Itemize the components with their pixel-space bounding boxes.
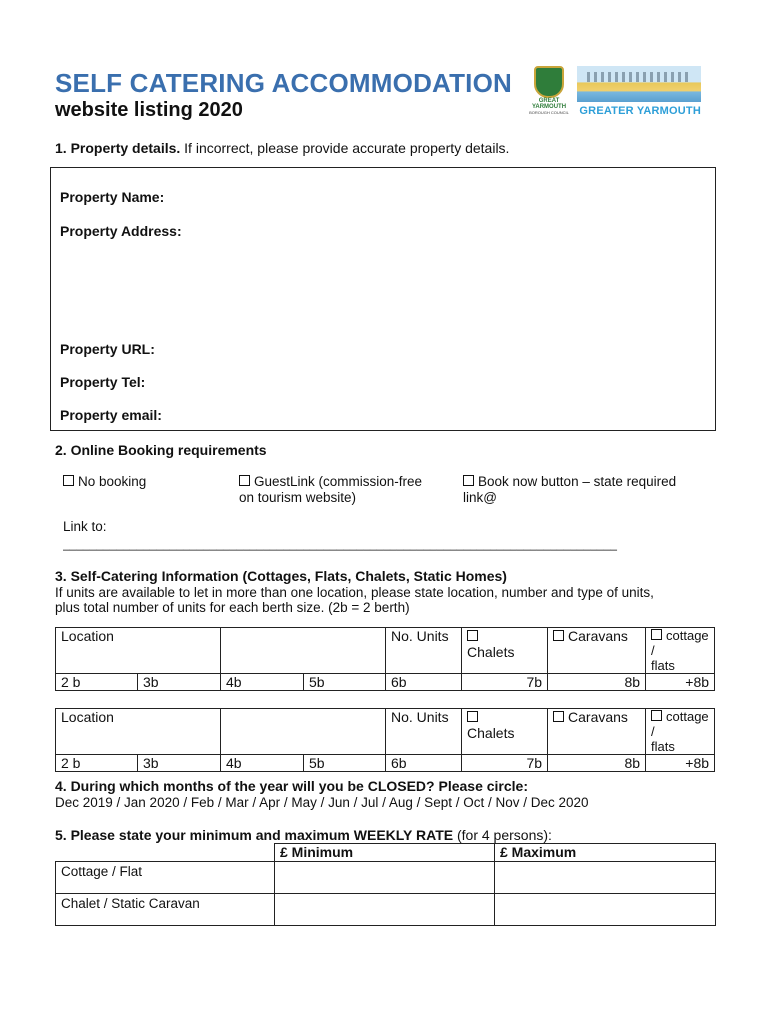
logo2-text: GREATER YARMOUTH	[579, 105, 701, 117]
option-guestlink-line2: on tourism website)	[239, 490, 357, 505]
berth-6b-cell[interactable]: 6b	[386, 674, 462, 691]
berth-7b-cell[interactable]: 7b	[462, 755, 548, 772]
checkbox-icon[interactable]	[651, 629, 662, 640]
section1-heading-rest: If incorrect, please provide accurate property details.	[180, 140, 510, 156]
section5-heading-bold: 5. Please state your minimum and maximum WEEKLY RATE	[55, 827, 454, 843]
section3-description	[55, 585, 654, 615]
berth-2b-cell[interactable]: 2 b	[56, 755, 138, 772]
page-subtitle: website listing 2020	[55, 99, 243, 121]
greater-yarmouth-logo	[577, 66, 701, 120]
rates-input-min[interactable]	[275, 894, 495, 926]
link-to-field[interactable]: ___________________________________________________________________________________	[63, 537, 617, 551]
units-table-1	[55, 627, 715, 691]
berth-7b-cell[interactable]: 7b	[462, 674, 548, 691]
closed-months-list[interactable]: Dec 2019 / Jan 2020 / Feb / Mar / Apr / May / Jun / Jul / Aug / Sept / Oct / Nov / Dec 2020	[55, 795, 589, 810]
section1-heading	[55, 140, 509, 156]
rates-row-label: Cottage / Flat	[56, 862, 275, 894]
option-no-booking[interactable]	[63, 474, 146, 489]
property-name-label: Property Name:	[60, 189, 165, 205]
option-book-now[interactable]	[463, 474, 676, 506]
berth-8plus-cell[interactable]: +8b	[646, 755, 715, 772]
option-guestlink[interactable]	[239, 474, 422, 506]
logo1-line2: YARMOUTH	[531, 104, 567, 110]
location-input[interactable]	[221, 709, 386, 755]
link-to-label: Link to:	[63, 519, 107, 534]
caravans-option[interactable]: Caravans	[548, 709, 646, 755]
checkbox-icon[interactable]	[63, 475, 74, 486]
rates-input-max[interactable]	[495, 894, 716, 926]
checkbox-icon[interactable]	[553, 711, 564, 722]
berth-2b-cell[interactable]: 2 b	[56, 674, 138, 691]
no-units-header: No. Units	[386, 709, 462, 755]
section3-heading: 3. Self-Catering Information (Cottages, Flats, Chalets, Static Homes)	[55, 568, 507, 584]
rates-input-min[interactable]	[275, 862, 495, 894]
units-table-2	[55, 708, 715, 772]
rates-row-label: Chalet / Static Caravan	[56, 894, 275, 926]
chalets-option[interactable]: Chalets	[462, 709, 548, 755]
berth-6b-cell[interactable]: 6b	[386, 755, 462, 772]
rates-empty-header	[56, 844, 275, 862]
berth-4b-cell[interactable]: 4b	[221, 755, 304, 772]
option-no-booking-label: No booking	[78, 474, 147, 489]
rates-min-header: £ Minimum	[275, 844, 495, 862]
caravans-option[interactable]: Caravans	[548, 628, 646, 674]
section4-heading: 4. During which months of the year will you be CLOSED? Please circle:	[55, 778, 528, 794]
checkbox-icon[interactable]	[467, 711, 478, 722]
no-units-header: No. Units	[386, 628, 462, 674]
great-yarmouth-council-logo	[528, 66, 570, 118]
section5-heading	[55, 827, 552, 843]
berth-8plus-cell[interactable]: +8b	[646, 674, 715, 691]
rates-max-header: £ Maximum	[495, 844, 716, 862]
weekly-rates-table	[55, 843, 716, 926]
section3-desc-line1: If units are available to let in more than one location, please state location, number and type of units,	[55, 585, 654, 600]
location-header: Location	[56, 628, 221, 674]
property-tel-label: Property Tel:	[60, 374, 146, 390]
option-book-now-line2: link@	[463, 490, 497, 505]
checkbox-icon[interactable]	[467, 630, 478, 641]
section3-desc-line2: plus total number of units for each berth size. (2b = 2 berth)	[55, 600, 410, 615]
chalets-option[interactable]: Chalets	[462, 628, 548, 674]
crest-icon	[534, 66, 564, 98]
logo1-line3: BOROUGH COUNCIL	[529, 110, 569, 115]
checkbox-icon[interactable]	[651, 710, 662, 721]
berth-5b-cell[interactable]: 5b	[304, 674, 386, 691]
checkbox-icon[interactable]	[553, 630, 564, 641]
beach-image-icon	[577, 66, 701, 102]
berth-4b-cell[interactable]: 4b	[221, 674, 304, 691]
section1-heading-bold: 1. Property details.	[55, 140, 181, 156]
checkbox-icon[interactable]	[463, 475, 474, 486]
property-url-label: Property URL:	[60, 341, 155, 357]
property-email-label: Property email:	[60, 407, 162, 423]
cottage-option[interactable]: cottage / flats	[646, 709, 715, 755]
section5-heading-rest: (for 4 persons):	[453, 827, 552, 843]
cottage-option[interactable]: cottage / flats	[646, 628, 715, 674]
rates-input-max[interactable]	[495, 862, 716, 894]
berth-8b-cell[interactable]: 8b	[548, 755, 646, 772]
location-input[interactable]	[221, 628, 386, 674]
location-header: Location	[56, 709, 221, 755]
berth-3b-cell[interactable]: 3b	[138, 674, 221, 691]
berth-8b-cell[interactable]: 8b	[548, 674, 646, 691]
property-details-box[interactable]	[50, 167, 716, 431]
option-guestlink-line1: GuestLink (commission-free	[254, 474, 423, 489]
option-book-now-line1: Book now button – state required	[478, 474, 677, 489]
page-title: SELF CATERING ACCOMMODATION	[55, 68, 512, 98]
section2-heading: 2. Online Booking requirements	[55, 442, 267, 458]
checkbox-icon[interactable]	[239, 475, 250, 486]
logo1-line1: GREAT	[538, 98, 560, 104]
property-address-label: Property Address:	[60, 223, 182, 239]
berth-3b-cell[interactable]: 3b	[138, 755, 221, 772]
berth-5b-cell[interactable]: 5b	[304, 755, 386, 772]
